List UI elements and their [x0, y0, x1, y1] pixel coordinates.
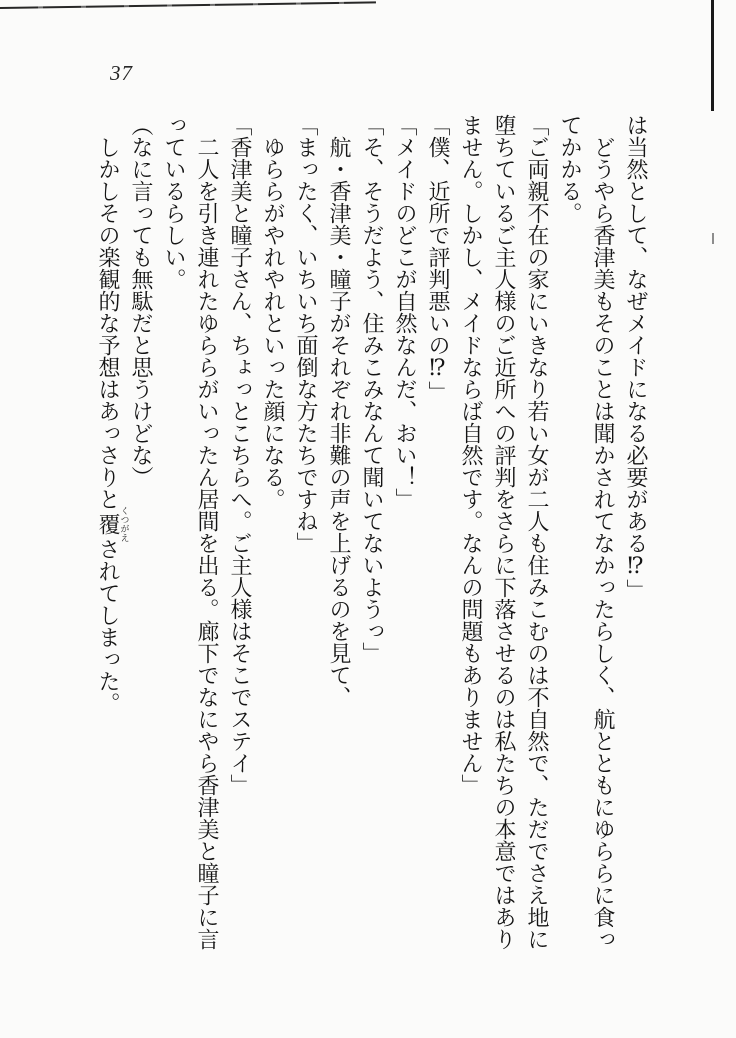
ruby-furigana: 覆くつがえ: [96, 506, 130, 542]
text-column-3: てかかる。: [558, 114, 583, 224]
text-column-6: ません。しかし、メイドならば自然です。なんの問題もありません」: [459, 114, 484, 796]
text-column-7: 「僕、近所で評判悪いの⁉」: [426, 114, 451, 403]
page-number: 37: [110, 61, 133, 85]
text-column-14: 二人を引き連れたゆららがいったん居間を出る。廊下でなにやら香津美と瞳子に言: [195, 136, 220, 950]
text-column-12: ゆららがやれやれといった顔になる。: [261, 136, 286, 510]
text-column-17: しかしその楽観的な予想はあっさりと覆くつがえされてしまった。: [96, 136, 130, 714]
text-column-5: 堕ちているご主人様のご近所への評判をさらに下落させるのは私たちの本意ではあり: [492, 114, 517, 950]
text-column-2: どうやら香津美もそのことは聞かされてなかったらしく、航とともにゆららに食っ: [591, 136, 616, 950]
text-column-13: 「香津美と瞳子さん、ちょっとこちらへ。ご主人様はそこでステイ」: [228, 114, 253, 796]
text-column-10: 航・香津美・瞳子がそれぞれ非難の声を上げるのを見て、: [327, 136, 352, 708]
text-column-9: 「そ、そうだよう、住みこみなんて聞いてないようっ」: [360, 114, 385, 664]
text-column-8: 「メイドのどこが自然なんだ、おい！」: [393, 114, 418, 510]
text-column-11: 「まったく、いちいち面倒な方たちですね」: [294, 114, 319, 554]
text-column-15: っているらしい。: [162, 114, 187, 290]
text-column-4: 「ご両親不在の家にいきなり若い女が二人も住みこむのは不自然で、ただでさえ地に: [525, 114, 550, 950]
text-column-16: （なに言っても無駄だと思うけどな）: [129, 114, 154, 488]
text-column-1: は当然として、なぜメイドになる必要がある⁉」: [624, 114, 649, 601]
